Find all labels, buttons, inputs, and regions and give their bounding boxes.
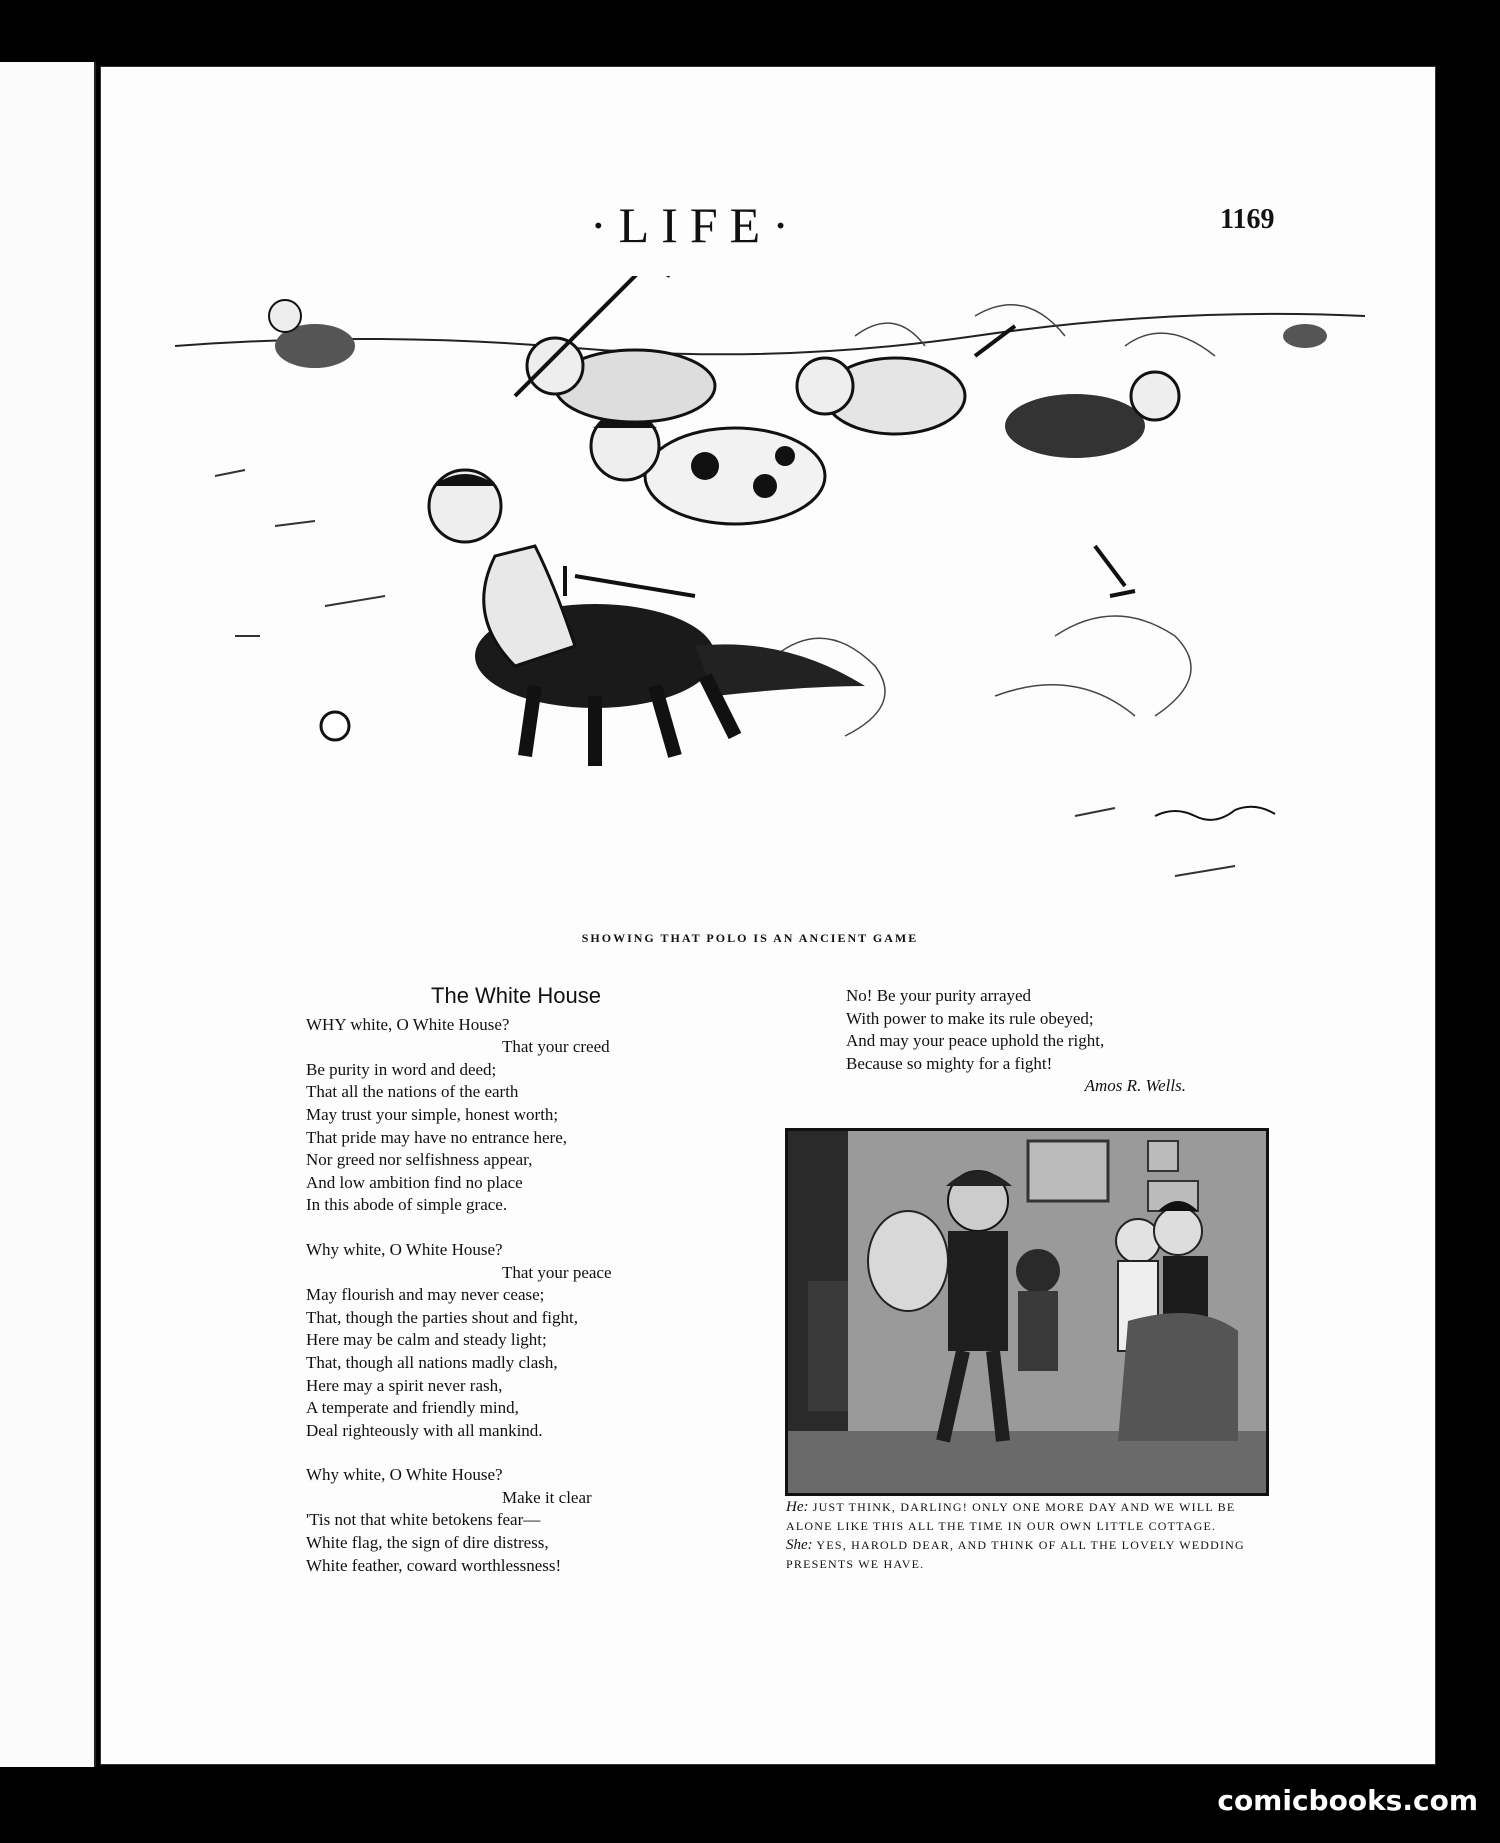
she-text: YES, HAROLD DEAR, AND THINK OF ALL THE LOVELY WEDDING PRESENTS WE HAVE. — [786, 1538, 1245, 1571]
poem-line: Why white, O White House? — [306, 1239, 503, 1259]
he-label: He: — [786, 1499, 809, 1515]
poem-line: Why white, O White House? — [306, 1465, 503, 1485]
page-number: 1169 — [1220, 204, 1275, 235]
stanza-2 — [306, 1239, 686, 1442]
stanza-3 — [306, 1464, 686, 1577]
poem-line: White flag, the sign of dire distress, — [306, 1533, 549, 1553]
poem-author: Amos R. Wells. — [1084, 1076, 1186, 1096]
poem-right-column — [846, 985, 1196, 1098]
illustration-caption: SHOWING THAT POLO IS AN ANCIENT GAME — [581, 931, 919, 945]
poem-left-column — [306, 985, 686, 1599]
cartoon-dialog — [786, 1498, 1262, 1574]
masthead: ·LIFE· — [590, 197, 801, 253]
site-watermark: comicbooks.com — [1217, 1784, 1478, 1817]
poem-line: No! Be your purity arrayed — [846, 986, 1032, 1005]
poem-line: May trust your simple, honest worth; — [306, 1104, 559, 1124]
poem-line: With power to make its rule obeyed; — [846, 1008, 1094, 1028]
poem-line: And low ambition find no place — [306, 1172, 523, 1192]
he-line — [786, 1498, 1262, 1536]
he-text: JUST THINK, DARLING! ONLY ONE MORE DAY AND WE WILL BE ALONE LIKE THIS ALL THE TIME IN OUR OWN LITTLE COTTAGE. — [786, 1500, 1236, 1533]
she-line — [786, 1536, 1262, 1574]
facing-page-edge — [0, 62, 96, 1767]
poem-line: Here may a spirit never rash, — [306, 1375, 503, 1395]
poem-line: Because so mighty for a fight! — [846, 1053, 1053, 1073]
poem-line: Nor greed nor selfishness appear, — [306, 1150, 533, 1170]
poem-line: White feather, coward worthlessness! — [306, 1555, 562, 1575]
poem-line: May flourish and may never cease; — [306, 1285, 545, 1305]
poem-line: 'Tis not that white betokens fear— — [306, 1510, 541, 1530]
poem-line: Here may be calm and steady light; — [306, 1330, 547, 1350]
poem-line: That, though the parties shout and fight, — [306, 1307, 578, 1327]
poem-line: That, though all nations madly clash, — [306, 1352, 558, 1372]
poem-line: That pride may have no entrance here, — [306, 1127, 568, 1147]
poem-line: And may your peace uphold the right, — [846, 1031, 1105, 1051]
polo-centaurs-illustration — [175, 276, 1365, 916]
poem-line: Be purity in word and deed; — [306, 1059, 497, 1079]
poem-line: In this abode of simple grace. — [306, 1195, 508, 1215]
poem-line: That your creed — [502, 1037, 610, 1057]
poem-title: The White House — [431, 983, 601, 1008]
poem-line: Deal righteously with all mankind. — [306, 1420, 543, 1440]
couple-cartoon-illustration — [785, 1128, 1269, 1496]
she-label: She: — [786, 1537, 813, 1553]
poem-line: A temperate and friendly mind, — [306, 1398, 519, 1418]
stanza-1 — [306, 1014, 686, 1217]
poem-line: Make it clear — [502, 1487, 592, 1507]
poem-line: That your peace — [502, 1262, 612, 1282]
poem-line: WHY white, O White House? — [306, 1014, 510, 1034]
poem-line: That all the nations of the earth — [306, 1082, 519, 1102]
